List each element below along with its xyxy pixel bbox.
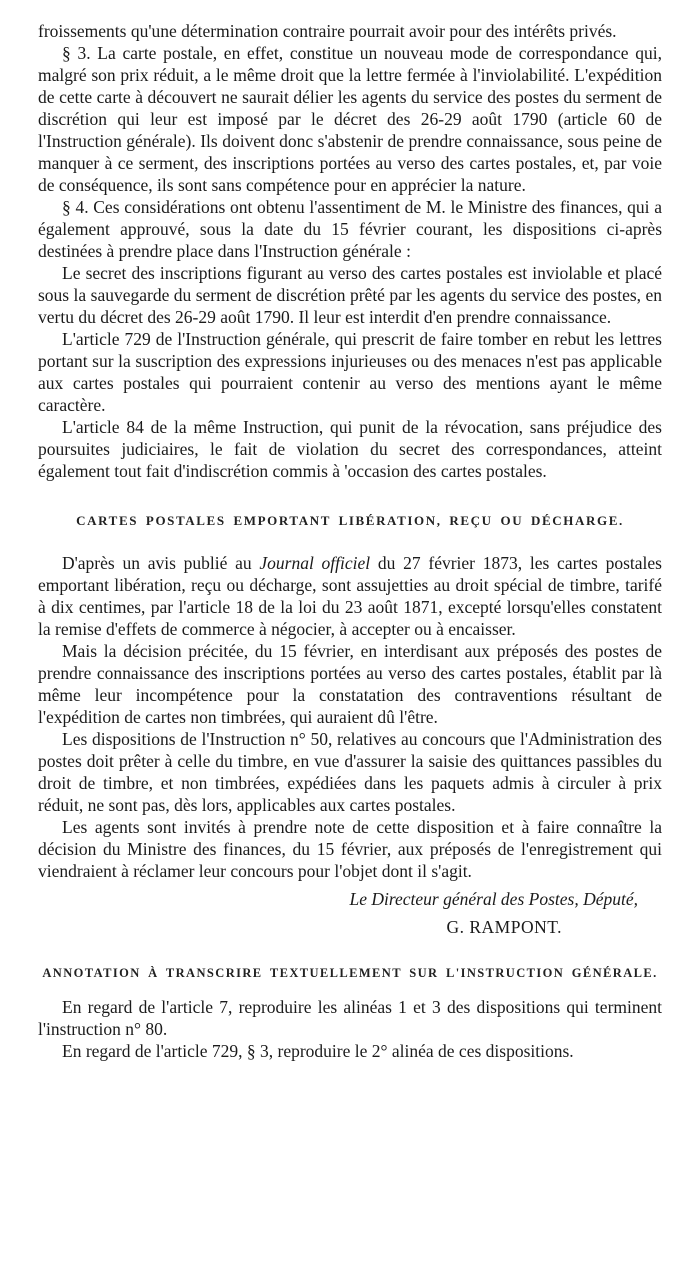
paragraph-secret-inscriptions: Le secret des inscriptions figurant au verso des cartes postales est inviolable et placé sous la sauvegarde du serment de discrétion prêté par les agents du service des postes, en vertu du décret des 26-29 août 1790. Il leur est interdit d'en prendre connaissance. bbox=[38, 263, 662, 327]
paragraph-section-3: § 3. La carte postale, en effet, constitue un nouveau mode de correspondance qui, malgré son prix réduit, a le même droit que la lettre fermée à l'inviolabilité. L'expédition de cette carte à découvert ne saurait délier les agents du service des postes du serment de discrétion qui leur est imposé par le décret des 26-29 août 1790 (article 60 de l'Instruction générale). Ils doivent donc s'abstenir de prendre connaissance, sous peine de manquer à ce serment, des inscriptions portées au verso des cartes postales, et, par voie de conséquence, ils sont sans compétence pour en apprécier la nature. bbox=[38, 43, 662, 195]
journal-officiel-italic: Journal officiel bbox=[259, 553, 371, 573]
dapres-lead-text: D'après un avis publié au bbox=[62, 553, 260, 573]
paragraph-agents-invites: Les agents sont invités à prendre note de cette disposition et à faire connaître la décision du Ministre des finances, du 15 février, aux préposés de l'enregistrement qui viendraient à réclamer leur concours pour l'objet dont il s'agit. bbox=[38, 817, 662, 881]
dapres-rest-text: du 27 février 1873, les cartes postales emportant libération, reçu ou décharge, sont assujetties au droit spécial de timbre, tarifé à dix centimes, par l'article 18 de la loi du 23 août 1871, excepté lorsqu'elles constatent la remise d'effets de commerce à négocier, à accepter ou à encaisser. bbox=[38, 553, 662, 639]
paragraph-dispositions-instruction-50: Les dispositions de l'Instruction n° 50, relatives au concours que l'Administration des postes doit prêter à celle du timbre, en vue d'assurer la saisie des quittances passibles du droit de timbre, et non timbrées, expédiées dans les paquets admis à circuler à prix réduit, ne sont pas, dès lors, applicables aux cartes postales. bbox=[38, 729, 662, 815]
paragraph-continuation: froissements qu'une détermination contraire pourrait avoir pour des intérêts privés. bbox=[38, 21, 617, 41]
paragraph-dapres-avis bbox=[38, 552, 662, 640]
paragraph-mais-decision: Mais la décision précitée, du 15 février, en interdisant aux préposés des postes de prendre connaissance des inscriptions portées au verso des cartes postales, établit par là même leur incompétence pour la constatation des contraventions résultant de l'expédition de cartes non timbrées, qui auraient dû l'être. bbox=[38, 641, 662, 727]
paragraph-section-4: § 4. Ces considérations ont obtenu l'assentiment de M. le Ministre des finances, qui a également approuvé, sous la date du 15 février courant, les dispositions ci-après destinées à prendre place dans l'Instruction générale : bbox=[38, 197, 662, 261]
paragraph-article-84: L'article 84 de la même Instruction, qui punit de la révocation, sans préjudice des poursuites judiciaires, le fait de violation du secret des correspondances, atteint également tout fait d'indiscrétion commis à 'occasion des cartes postales. bbox=[38, 417, 662, 481]
paragraph-en-regard-article-729: En regard de l'article 729, § 3, reproduire le 2° alinéa de ces dispositions. bbox=[62, 1041, 574, 1061]
section-heading-cartes-postales: CARTES POSTALES EMPORTANT LIBÉRATION, REÇU OU DÉCHARGE. bbox=[76, 513, 624, 528]
section-heading-annotation: ANNOTATION À TRANSCRIRE TEXTUELLEMENT SUR L'INSTRUCTION GÉNÉRALE. bbox=[42, 966, 658, 980]
signature-name-line: G. RAMPONT. bbox=[446, 917, 562, 937]
signature-role-line: Le Directeur général des Postes, Député, bbox=[349, 889, 638, 909]
paragraph-article-729: L'article 729 de l'Instruction générale, qui prescrit de faire tomber en rebut les lettres portant sur la suscription des expressions injurieuses ou des menaces n'est pas applicable aux cartes postales qui pourraient contenir au verso des mentions ayant le même caractère. bbox=[38, 329, 662, 415]
paragraph-en-regard-article-7: En regard de l'article 7, reproduire les alinéas 1 et 3 des dispositions qui terminent l'instruction n° 80. bbox=[38, 997, 662, 1039]
